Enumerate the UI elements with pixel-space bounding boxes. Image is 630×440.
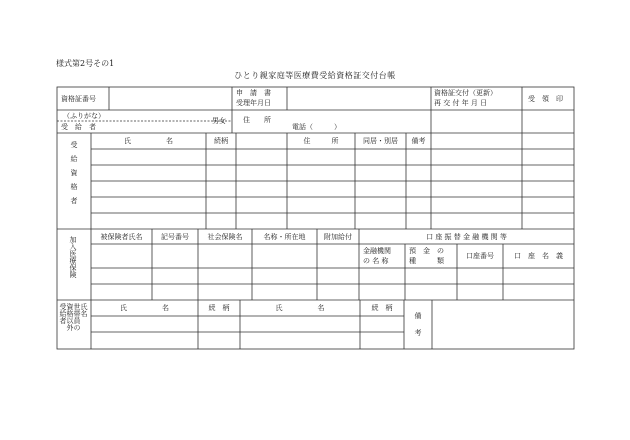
- issue-date-label-1: 資格証交付（更新）: [434, 89, 497, 97]
- recipient-label: 受 給 者: [61, 123, 96, 131]
- household-header-name-1: 氏 名: [120, 304, 169, 312]
- account-holder-label: 口 座 名 義: [514, 252, 563, 260]
- deposit-type-label-2: 種 類: [409, 257, 444, 265]
- phone-label: 電話（ ）: [292, 123, 341, 131]
- household-header-name-2: 氏 名: [275, 304, 325, 312]
- insurance-header-location: 名称・所在地: [263, 233, 306, 241]
- address-label: 住 所: [243, 116, 271, 124]
- household-header-relation-1: 続 柄: [208, 304, 230, 312]
- bank-header: 口 座 振 替 金 融 機 関 等: [426, 233, 507, 241]
- household-side-label-3: 世帯員の: [73, 303, 81, 331]
- gender-label: 男女: [212, 117, 226, 125]
- eligible-header-notes: 備考: [411, 137, 426, 145]
- insurance-header-social: 社会保険名: [207, 233, 243, 241]
- eligible-header-name: 氏 名: [124, 137, 173, 145]
- bank-name-label-1: 金融機関: [363, 247, 391, 255]
- household-side-label-2: 資格以外: [66, 303, 74, 331]
- insurance-side-label: 加入医療保険: [69, 236, 77, 278]
- insurance-header-symbol: 記号番号: [161, 233, 189, 241]
- issue-date-label-2: 再 交 付 年 月 日: [434, 99, 488, 107]
- application-date-label-2: 受理年月日: [236, 99, 271, 107]
- household-header-relation-2: 続 柄: [371, 304, 393, 312]
- receipt-seal-label: 受 領 印: [528, 95, 563, 103]
- insurance-header-extra: 附加給付: [324, 233, 352, 241]
- form-number: 様式第2号その1: [56, 59, 115, 68]
- bank-name-label-2: の 名 称: [363, 257, 389, 265]
- page-title: ひとり親家庭等医療費受給資格証交付台帳: [234, 71, 396, 80]
- eligible-side-label: 受給資格者: [70, 141, 78, 211]
- insurance-header-insured: 被保険者氏名: [100, 233, 143, 241]
- household-side-label-1: 受給者: [59, 303, 67, 324]
- household-notes-label: 備考: [414, 312, 422, 346]
- eligible-header-relation: 続柄: [214, 137, 228, 145]
- cert-number-label: 資格証番号: [61, 95, 96, 103]
- deposit-type-label-1: 預 金 の: [409, 247, 444, 255]
- account-number-label: 口座番号: [466, 252, 494, 260]
- furigana-label: （ふりがな）: [63, 112, 105, 120]
- application-date-label-1: 申 請 書: [236, 89, 271, 97]
- eligible-header-cohabit: 同居・別居: [363, 137, 398, 145]
- eligible-header-address: 住 所: [303, 137, 339, 145]
- household-side-label-4: 氏名: [80, 303, 88, 317]
